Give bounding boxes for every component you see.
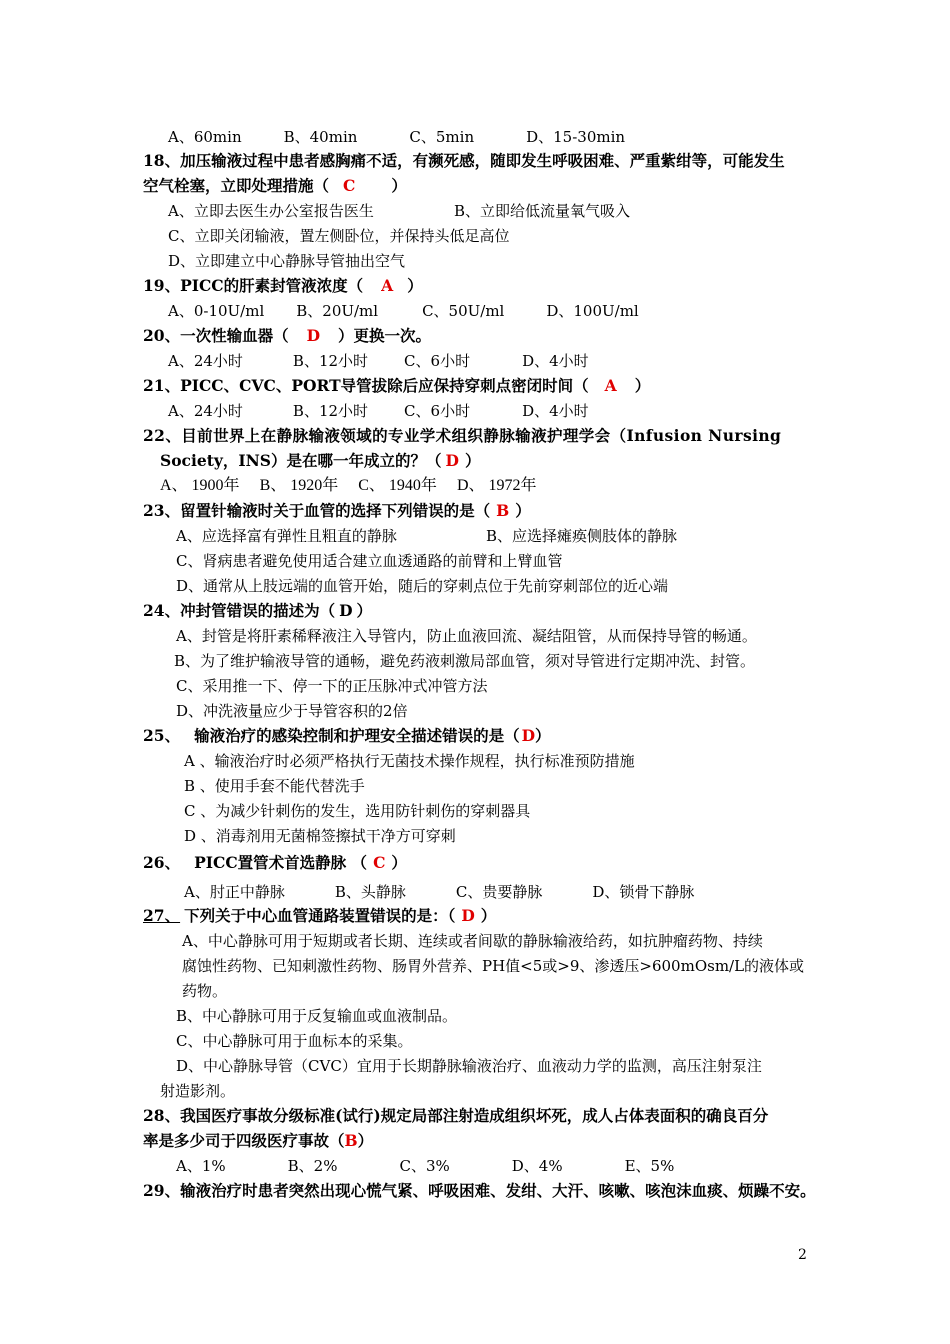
q26-prefix: PICC置管术首选静脉 （ xyxy=(194,853,368,872)
q19-option-b: B、20U/ml xyxy=(296,302,379,320)
q29-text-line1: 29、输液治疗时患者突然出现心慌气紧、呼吸困难、发绀、大汗、咳嗽、咳泡沫血痰、烦躁不安。 xyxy=(143,1181,816,1200)
q25-text xyxy=(143,726,551,746)
q23-answer: B xyxy=(496,501,510,520)
q18-prefix: 空气栓塞，立即处理措施（ xyxy=(143,176,330,195)
q23-option-d: D、通常从上肢远端的血管开始，随后的穿刺点位于先前穿刺部位的近心端 xyxy=(176,577,669,595)
q21-options xyxy=(168,401,589,421)
q26-options xyxy=(184,882,694,902)
q22-option-b: B、 1920年 xyxy=(259,477,339,494)
q28-text-line2 xyxy=(143,1131,373,1151)
q26-option-a: A、肘正中静脉 xyxy=(184,883,285,901)
q23-suffix: ） xyxy=(515,501,531,520)
q24-option-a: A、封管是将肝素稀释液注入导管内，防止血液回流、凝结阻管，从而保持导管的畅通。 xyxy=(176,627,757,645)
q22-option-d: D、 1972年 xyxy=(456,477,537,494)
q23-option-b: B、应选择瘫痪侧肢体的静脉 xyxy=(486,527,678,545)
q17-option-b: B、40min xyxy=(283,128,358,146)
q26-text xyxy=(143,853,407,873)
q21-answer: A xyxy=(604,376,617,395)
q20-option-a: A、24小时 xyxy=(168,352,243,370)
q21-prefix: 21、PICC、CVC、PORT导管拔除后应保持穿刺点密闭时间（ xyxy=(143,376,589,395)
q19-suffix: ） xyxy=(407,276,423,295)
q22-answer: D xyxy=(445,451,459,470)
q28-option-c: C、3% xyxy=(399,1157,450,1175)
q18-answer: C xyxy=(343,176,356,195)
q18-option-d: D、立即建立中心静脉导管抽出空气 xyxy=(168,252,406,270)
q24-option-d: D、冲洗液量应少于导管容积的2倍 xyxy=(176,702,408,720)
q18-suffix: ） xyxy=(391,176,407,195)
q17-options xyxy=(168,127,625,147)
q26-answer: C xyxy=(373,853,386,872)
q20-answer: D xyxy=(306,326,321,345)
q23-prefix: 23、留置针输液时关于血管的选择下列错误的是（ xyxy=(143,501,491,520)
q27-number: 27、 xyxy=(143,906,181,925)
q28-option-a: A、1% xyxy=(176,1157,226,1175)
q17-option-d: D、15-30min xyxy=(526,128,626,146)
q25-answer: D xyxy=(521,726,536,745)
q24-option-b: B、为了维护输液导管的通畅，避免药液刺激局部血管，须对导管进行定期冲洗、封管。 xyxy=(174,652,756,670)
q20-text xyxy=(143,326,431,346)
q23-text xyxy=(143,501,531,521)
q27-prefix: 下列关于中心血管通路装置错误的是：（ xyxy=(184,906,456,925)
q21-suffix: ） xyxy=(634,376,651,395)
q20-option-d: D、4小时 xyxy=(522,352,589,370)
q24-option-c: C、采用推一下、停一下的正压脉冲式冲管方法 xyxy=(176,677,488,695)
q27-option-d-line2: 射造影剂。 xyxy=(160,1082,236,1100)
q20-options xyxy=(168,351,589,371)
q27-answer: D xyxy=(461,906,475,925)
q27-option-d-line1: D、中心静脉导管（CVC）宜用于长期静脉输液治疗、血液动力学的监测，高压注射泵注 xyxy=(176,1057,762,1075)
q28-option-b: B、2% xyxy=(287,1157,338,1175)
q19-answer: A xyxy=(381,276,394,295)
q19-text xyxy=(143,276,423,296)
q21-option-d: D、4小时 xyxy=(522,402,589,420)
q21-option-a: A、24小时 xyxy=(168,402,243,420)
q26-option-d: D、锁骨下静脉 xyxy=(592,883,695,901)
q24-prefix: 24、冲封管错误的描述为（ xyxy=(143,601,336,620)
q24-suffix: ） xyxy=(356,601,373,620)
q28-suffix: ） xyxy=(357,1131,374,1150)
q25-option-a: A 、输液治疗时必须严格执行无菌技术操作规程，执行标准预防措施 xyxy=(184,752,635,770)
q19-option-a: A、0-10U/ml xyxy=(168,302,265,320)
q26-number: 26、 xyxy=(143,853,181,872)
q20-option-c: C、6小时 xyxy=(404,352,471,370)
q27-suffix: ） xyxy=(480,906,497,925)
q19-prefix: 19、PICC的肝素封管液浓度（ xyxy=(143,276,364,295)
page-number: 2 xyxy=(798,1247,807,1263)
q24-answer: D xyxy=(339,601,353,620)
q17-option-a: A、60min xyxy=(168,128,242,146)
q28-answer: B xyxy=(344,1131,358,1150)
q28-option-d: D、4% xyxy=(511,1157,563,1175)
q26-suffix: ） xyxy=(391,853,407,872)
q28-prefix: 率是多少司于四级医疗事故（ xyxy=(143,1131,345,1150)
q21-option-b: B、12小时 xyxy=(292,402,369,420)
q21-option-c: C、6小时 xyxy=(404,402,471,420)
q19-option-c: C、50U/ml xyxy=(422,302,505,320)
q19-option-d: D、100U/ml xyxy=(546,302,639,320)
q22-option-a: A、 1900年 xyxy=(160,477,240,494)
q27-option-c: C、中心静脉可用于血标本的采集。 xyxy=(176,1032,413,1050)
q25-suffix: ） xyxy=(535,726,551,745)
q23-option-c: C、肾病患者避免使用适合建立血透通路的前臂和上臂血管 xyxy=(176,552,563,570)
q28-options xyxy=(176,1156,674,1176)
q23-option-a: A、应选择富有弹性且粗直的静脉 xyxy=(176,527,397,545)
q26-option-c: C、贵要静脉 xyxy=(455,883,543,901)
q25-option-b: B 、使用手套不能代替洗手 xyxy=(184,777,365,795)
q28-text-line1: 28、我国医疗事故分级标准(试行)规定局部注射造成组织坏死，成人占体表面积的确良百分 xyxy=(143,1106,769,1125)
q22-prefix: Society，INS）是在哪一年成立的？（ xyxy=(160,451,442,470)
q20-prefix: 20、一次性输血器（ xyxy=(143,326,289,345)
q26-option-b: B、头静脉 xyxy=(334,883,406,901)
q27-option-a-line3: 药物。 xyxy=(182,982,228,1000)
q27-option-a-line1: A、中心静脉可用于短期或者长期、连续或者间歇的静脉输液给药，如抗肿瘤药物、持续 xyxy=(182,932,763,950)
q27-text xyxy=(143,906,496,926)
q20-option-b: B、12小时 xyxy=(292,352,369,370)
q21-text xyxy=(143,376,650,396)
q22-options xyxy=(160,476,537,496)
q18-text-line2 xyxy=(143,176,407,196)
q25-option-d: D 、消毒剂用无菌棉签擦拭干净方可穿刺 xyxy=(184,827,456,845)
q19-options xyxy=(168,301,639,321)
q25-prefix: 输液治疗的感染控制和护理安全描述错误的是（ xyxy=(194,726,520,745)
q18-option-b: B、立即给低流量氧气吸入 xyxy=(454,202,631,220)
q27-option-b: B、中心静脉可用于反复输血或血液制品。 xyxy=(176,1007,458,1025)
q27-option-a-line2: 腐蚀性药物、已知刺激性药物、肠胃外营养、PH值<5或>9、渗透压>600mOsm/L的液体或 xyxy=(182,957,805,975)
q25-number: 25、 xyxy=(143,726,181,745)
q22-option-c: C、 1940年 xyxy=(358,477,437,494)
q22-text-line1: 22、目前世界上在静脉输液领域的专业学术组织静脉输液护理学会（Infusion Nursing xyxy=(143,426,782,445)
q24-text xyxy=(143,601,372,621)
q17-option-c: C、5min xyxy=(409,128,475,146)
q28-option-e: E、5% xyxy=(624,1157,675,1175)
q18-option-a: A、立即去医生办公室报告医生 xyxy=(168,202,374,220)
q18-option-c: C、立即关闭输液，置左侧卧位，并保持头低足高位 xyxy=(168,227,510,245)
q25-option-c: C 、为减少针刺伤的发生，选用防针刺伤的穿刺器具 xyxy=(184,802,531,820)
q20-suffix: ）更换一次。 xyxy=(338,326,432,345)
q18-text-line1: 18、加压输液过程中患者感胸痛不适，有濒死感，随即发生呼吸困难、严重紫绀等，可能发生 xyxy=(143,151,785,170)
q22-text-line2 xyxy=(160,451,480,471)
q22-suffix: ） xyxy=(464,451,481,470)
